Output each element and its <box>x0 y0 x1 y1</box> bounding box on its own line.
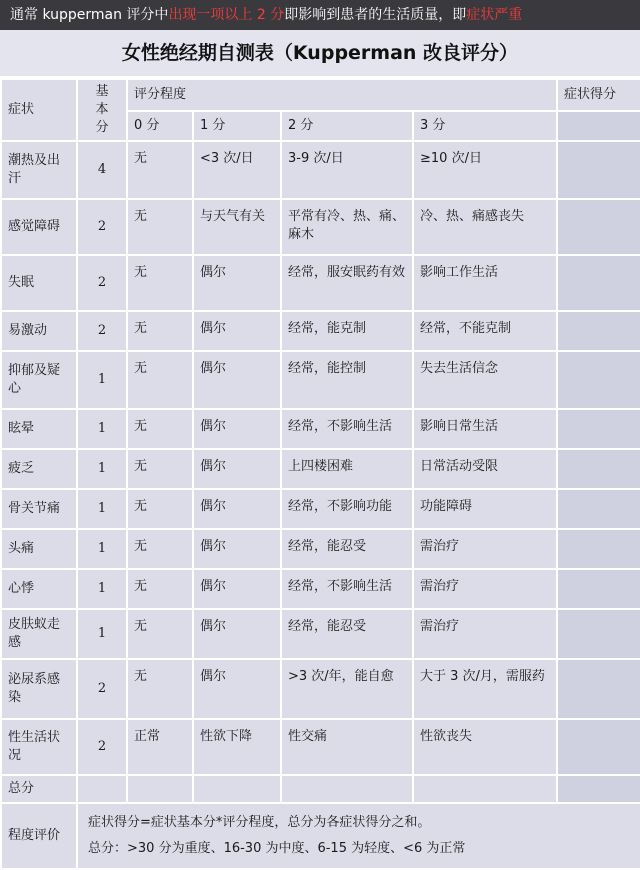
symptom-score-cell <box>557 199 640 255</box>
base-score-cell: 1 <box>77 351 127 409</box>
table-row <box>1 529 640 569</box>
symptom-cell: 骨关节痛 <box>1 489 77 529</box>
symptom-cell: 泌尿系感染 <box>1 659 77 719</box>
table-row <box>1 609 640 659</box>
base-score-cell: 2 <box>77 199 127 255</box>
symptom-cell: 抑郁及疑心 <box>1 351 77 409</box>
level-3-cell: 冷、热、痛感丧失 <box>413 199 557 255</box>
table-row <box>1 449 640 489</box>
symptom-cell: 心悸 <box>1 569 77 609</box>
table-row <box>1 489 640 529</box>
level-0-cell: 无 <box>127 199 193 255</box>
level-1-cell: 与天气有关 <box>193 199 281 255</box>
header-caption <box>0 0 640 30</box>
level-3-cell: 影响日常生活 <box>413 409 557 449</box>
level-3-cell: 需治疗 <box>413 569 557 609</box>
level-1-cell: 偶尔 <box>193 659 281 719</box>
level-2-cell: 经常，不影响生活 <box>281 409 413 449</box>
total-score-cell <box>557 775 640 803</box>
level-0-cell: 无 <box>127 489 193 529</box>
evaluation-thresholds: 总分：>30 分为重度、16-30 为中度、6-15 为轻度、<6 为正常 <box>88 841 466 856</box>
level-0-cell: 无 <box>127 409 193 449</box>
level-2-cell: 经常，不影响生活 <box>281 569 413 609</box>
symptom-score-cell <box>557 409 640 449</box>
level-1-cell: 偶尔 <box>193 609 281 659</box>
level-1-cell: 偶尔 <box>193 489 281 529</box>
level-3-cell: 日常活动受限 <box>413 449 557 489</box>
base-score-cell: 4 <box>77 141 127 199</box>
symptom-cell: 性生活状况 <box>1 719 77 775</box>
base-score-cell: 1 <box>77 489 127 529</box>
level-0-cell: 无 <box>127 449 193 489</box>
level-1-cell: 性欲下降 <box>193 719 281 775</box>
symptom-cell: 感觉障碍 <box>1 199 77 255</box>
evaluation-row <box>1 803 640 869</box>
base-score-cell: 1 <box>77 409 127 449</box>
table-row <box>1 141 640 199</box>
level-2-cell: >3 次/年，能自愈 <box>281 659 413 719</box>
table-row <box>1 409 640 449</box>
level-0-cell: 无 <box>127 351 193 409</box>
level-2-cell: 经常，不影响功能 <box>281 489 413 529</box>
level-3-cell: 失去生活信念 <box>413 351 557 409</box>
level-0-cell: 无 <box>127 609 193 659</box>
symptom-score-cell <box>557 719 640 775</box>
level-2-cell: 经常，能克制 <box>281 311 413 351</box>
level-2-cell: 经常，能忍受 <box>281 609 413 659</box>
table-row <box>1 199 640 255</box>
level-3-cell: 影响工作生活 <box>413 255 557 311</box>
symptom-cell: 易激动 <box>1 311 77 351</box>
symptom-score-cell <box>557 141 640 199</box>
symptom-score-cell <box>557 449 640 489</box>
symptom-score-cell <box>557 351 640 409</box>
caption-highlight-2: 症状严重 <box>466 7 523 23</box>
header-row-1 <box>1 79 640 111</box>
header-level-1: 1 分 <box>193 111 281 141</box>
header-level-0: 0 分 <box>127 111 193 141</box>
total-row <box>1 775 640 803</box>
symptom-cell: 眩晕 <box>1 409 77 449</box>
base-score-cell: 1 <box>77 609 127 659</box>
base-score-cell: 1 <box>77 529 127 569</box>
total-blank-cell <box>413 775 557 803</box>
header-level-3: 3 分 <box>413 111 557 141</box>
level-1-cell: 偶尔 <box>193 529 281 569</box>
caption-part-3: 即影响到患者的生活质量，即 <box>284 7 467 23</box>
level-0-cell: 无 <box>127 311 193 351</box>
total-blank-cell <box>77 775 127 803</box>
base-score-cell: 1 <box>77 569 127 609</box>
level-3-cell: 需治疗 <box>413 529 557 569</box>
evaluation-label: 程度评价 <box>1 803 77 869</box>
header-level-2: 2 分 <box>281 111 413 141</box>
level-2-cell: 3-9 次/日 <box>281 141 413 199</box>
caption-part-1: 通常 kupperman 评分中 <box>10 7 169 23</box>
header-symptom-score: 症状得分 <box>557 79 640 111</box>
header-score-blank <box>557 111 640 141</box>
table-row <box>1 659 640 719</box>
level-0-cell: 无 <box>127 529 193 569</box>
kupperman-table <box>0 78 640 870</box>
base-score-cell: 1 <box>77 449 127 489</box>
symptom-cell: 潮热及出汗 <box>1 141 77 199</box>
level-2-cell: 经常，能忍受 <box>281 529 413 569</box>
header-degree: 评分程度 <box>127 79 557 111</box>
level-1-cell: <3 次/日 <box>193 141 281 199</box>
symptom-cell: 疲乏 <box>1 449 77 489</box>
total-label: 总分 <box>1 775 77 803</box>
caption-highlight-1: 出现一项以上 2 分 <box>168 7 285 23</box>
symptom-score-cell <box>557 311 640 351</box>
symptom-score-cell <box>557 659 640 719</box>
level-3-cell: 大于 3 次/月，需服药 <box>413 659 557 719</box>
total-blank-cell <box>193 775 281 803</box>
symptom-score-cell <box>557 529 640 569</box>
symptom-score-cell <box>557 489 640 529</box>
symptom-score-cell <box>557 609 640 659</box>
level-0-cell: 正常 <box>127 719 193 775</box>
level-3-cell: 功能障碍 <box>413 489 557 529</box>
level-0-cell: 无 <box>127 141 193 199</box>
level-2-cell: 平常有冷、热、痛、麻木 <box>281 199 413 255</box>
level-2-cell: 性交痛 <box>281 719 413 775</box>
header-base-score: 基本分 <box>77 79 127 141</box>
table-row <box>1 351 640 409</box>
level-2-cell: 经常，能控制 <box>281 351 413 409</box>
level-1-cell: 偶尔 <box>193 409 281 449</box>
page-title: 女性绝经期自测表（Kupperman 改良评分） <box>0 30 640 78</box>
level-1-cell: 偶尔 <box>193 449 281 489</box>
total-blank-cell <box>127 775 193 803</box>
table-row <box>1 719 640 775</box>
level-1-cell: 偶尔 <box>193 351 281 409</box>
symptom-cell: 皮肤蚁走感 <box>1 609 77 659</box>
symptom-cell: 失眠 <box>1 255 77 311</box>
level-3-cell: 性欲丧失 <box>413 719 557 775</box>
level-2-cell: 上四楼困难 <box>281 449 413 489</box>
level-1-cell: 偶尔 <box>193 311 281 351</box>
level-0-cell: 无 <box>127 255 193 311</box>
level-1-cell: 偶尔 <box>193 569 281 609</box>
table-row <box>1 255 640 311</box>
header-symptom: 症状 <box>1 79 77 141</box>
symptom-cell: 头痛 <box>1 529 77 569</box>
symptom-score-cell <box>557 255 640 311</box>
level-0-cell: 无 <box>127 569 193 609</box>
total-blank-cell <box>281 775 413 803</box>
level-3-cell: ≥10 次/日 <box>413 141 557 199</box>
evaluation-text <box>77 803 640 869</box>
table-row <box>1 311 640 351</box>
base-score-cell: 2 <box>77 255 127 311</box>
symptom-score-cell <box>557 569 640 609</box>
level-3-cell: 经常，不能克制 <box>413 311 557 351</box>
level-2-cell: 经常，服安眠药有效 <box>281 255 413 311</box>
base-score-cell: 2 <box>77 719 127 775</box>
base-score-cell: 2 <box>77 659 127 719</box>
evaluation-formula: 症状得分=症状基本分*评分程度，总分为各症状得分之和。 <box>88 815 431 830</box>
base-score-cell: 2 <box>77 311 127 351</box>
level-1-cell: 偶尔 <box>193 255 281 311</box>
table-row <box>1 569 640 609</box>
level-0-cell: 无 <box>127 659 193 719</box>
level-3-cell: 需治疗 <box>413 609 557 659</box>
